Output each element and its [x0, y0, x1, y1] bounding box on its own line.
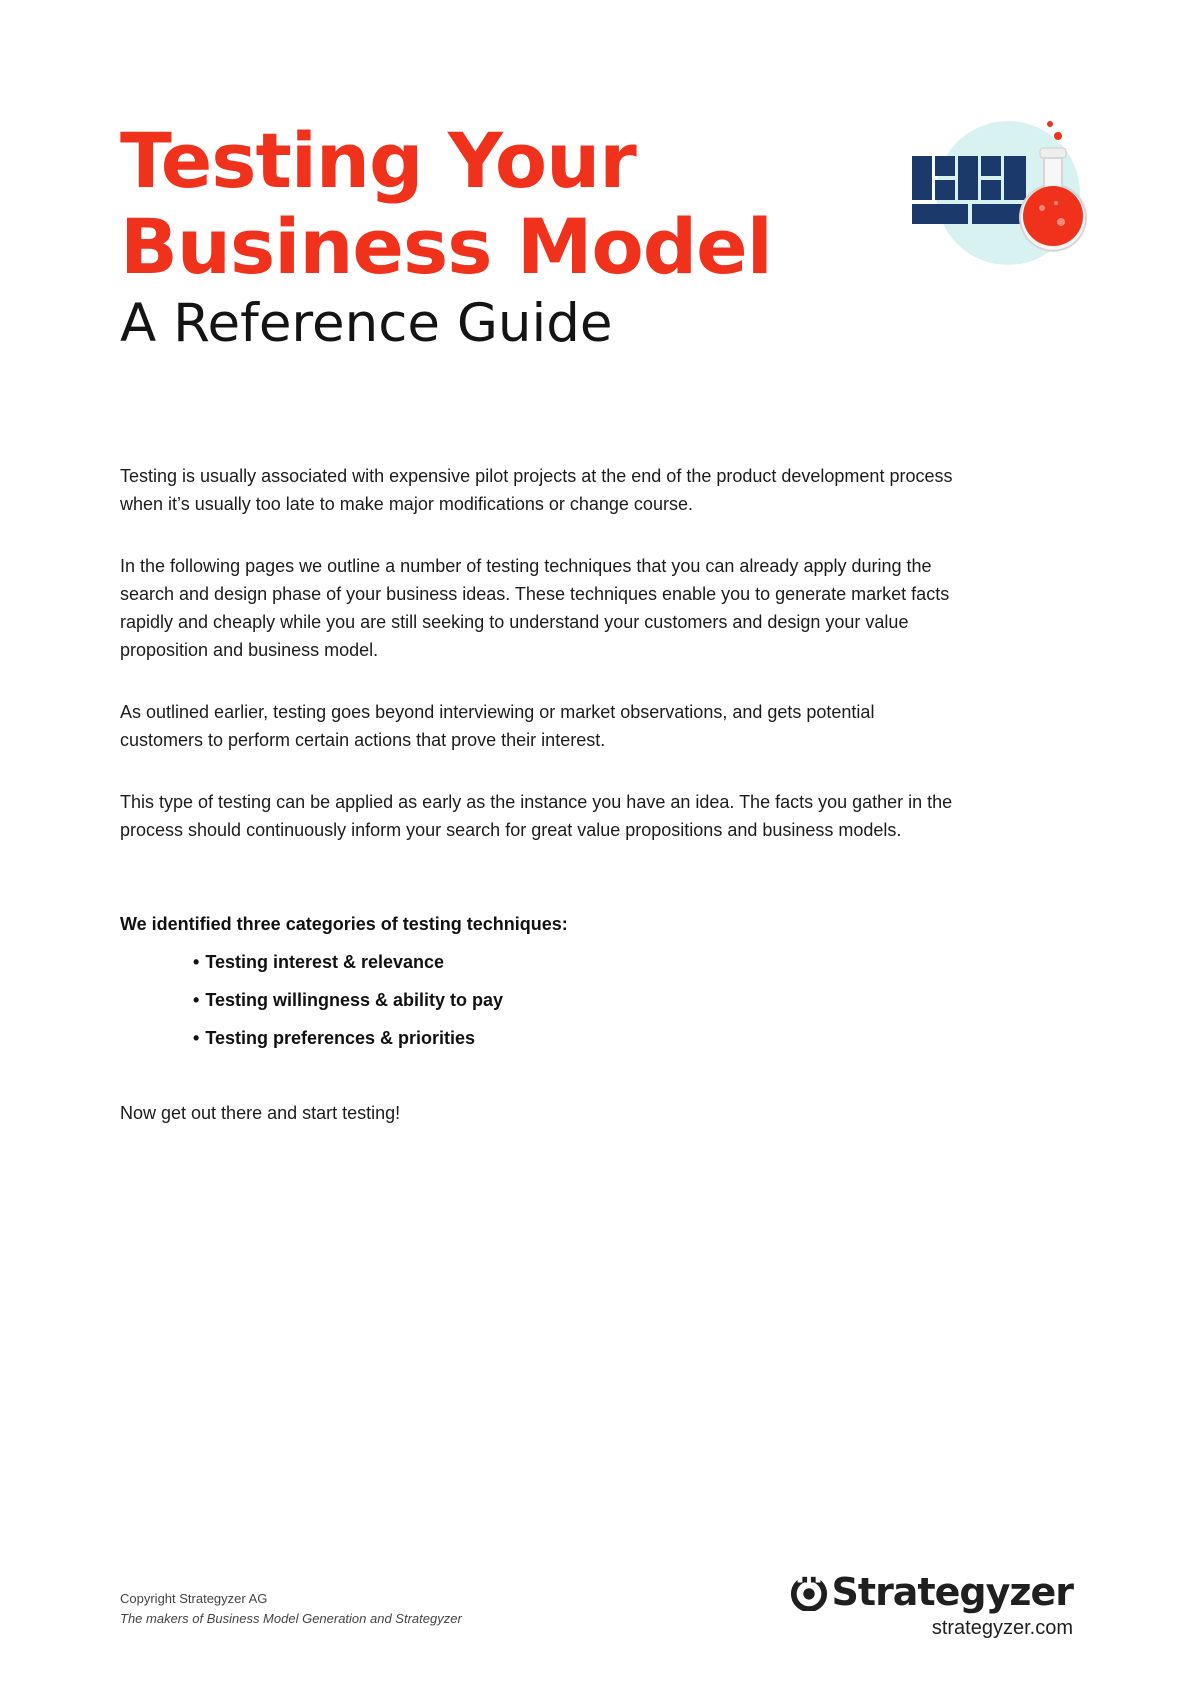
brand-name: Strategyzer: [831, 1570, 1073, 1614]
intro-text: [120, 462, 960, 878]
copyright-text: Copyright Strategyzer AG: [120, 1591, 268, 1606]
category-item: • Testing preferences & priorities: [193, 1024, 503, 1062]
bubble-icon: [1047, 121, 1053, 127]
page-title: [120, 118, 772, 290]
tagline-text: The makers of Business Model Generation and Strategyzer: [120, 1611, 462, 1626]
brand-wordmark: [790, 1570, 1073, 1614]
paragraph: This type of testing can be applied as early as the instance you have an idea. The facts you gather in the process should continuously inform your search for great value propositions and business models.: [120, 792, 953, 840]
categories-lead: We identified three categories of testing techniques:: [120, 914, 568, 934]
business-model-lab-illustration: [908, 118, 1108, 268]
strategyzer-logo-icon: [790, 1573, 828, 1611]
category-item: • Testing willingness & ability to pay: [193, 986, 503, 1024]
title-line-1: Testing Your: [120, 116, 636, 205]
paragraph: As outlined earlier, testing goes beyond interviewing or market observations, and gets potential customers to perform certain actions that prove their interest.: [120, 702, 875, 750]
paragraph: In the following pages we outline a number of testing techniques that you can already apply during the search and design phase of your business ideas. These techniques enable you to generate market facts rapidly and cheaply while you are still seeking to understand your customers and design your value proposition and business model.: [120, 556, 950, 660]
bubble-icon: [1054, 132, 1062, 140]
brand-block: [790, 1570, 1073, 1640]
category-item: • Testing interest & relevance: [193, 948, 503, 986]
footer-copyright: [120, 1589, 462, 1629]
categories-list: [193, 948, 503, 1062]
closing-line: Now get out there and start testing!: [120, 1103, 401, 1123]
page-subtitle: A Reference Guide: [120, 293, 613, 354]
brand-url[interactable]: strategyzer.com: [931, 1617, 1073, 1639]
paragraph: Testing is usually associated with expensive pilot projects at the end of the product development process when it’s usually too late to make major modifications or change course.: [120, 466, 953, 514]
title-line-2: Business Model: [120, 202, 772, 291]
